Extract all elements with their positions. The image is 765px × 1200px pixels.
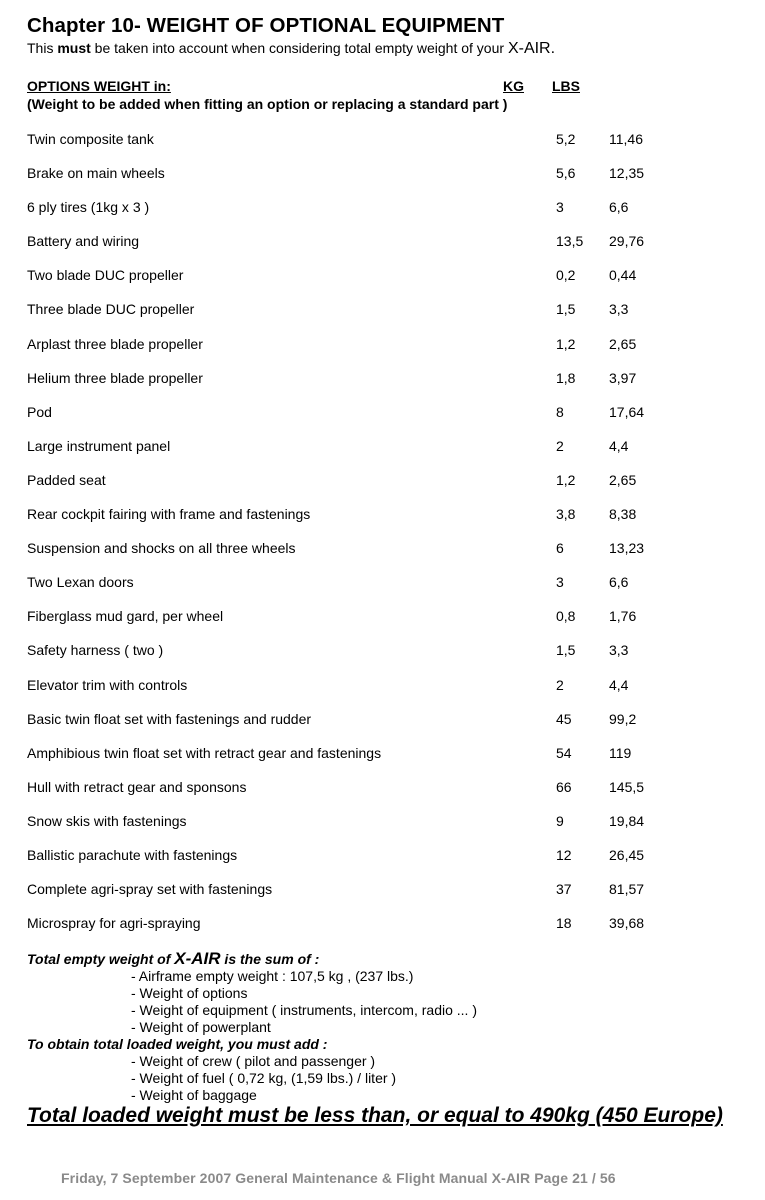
option-kg: 0,2 <box>556 267 576 284</box>
option-kg: 37 <box>556 881 572 898</box>
option-kg: 66 <box>556 778 572 795</box>
option-kg: 2 <box>556 437 564 454</box>
option-kg: 5,6 <box>556 165 576 182</box>
options-table <box>0 122 765 940</box>
option-kg: 3 <box>556 199 564 216</box>
option-kg: 6 <box>556 540 564 557</box>
option-kg: 9 <box>556 812 564 829</box>
option-lbs: 6,6 <box>609 574 629 591</box>
option-name: Helium three blade propeller <box>27 369 203 386</box>
option-lbs: 19,84 <box>609 812 645 829</box>
option-kg: 1,2 <box>556 335 576 352</box>
page-footer: Friday, 7 September 2007 General Maintenance & Flight Manual X-AIR Page 21 / 56 <box>61 1170 616 1186</box>
options-heading-lbs: LBS <box>552 78 580 94</box>
option-row <box>0 292 765 326</box>
option-row <box>0 122 765 156</box>
loaded-weight-item: - Weight of baggage <box>131 1087 257 1103</box>
loaded-weight-heading: To obtain total loaded weight, you must add : <box>27 1036 328 1052</box>
empty-weight-item: - Weight of powerplant <box>131 1019 271 1035</box>
option-kg: 3 <box>556 574 564 591</box>
option-row <box>0 838 765 872</box>
option-lbs: 39,68 <box>609 915 645 932</box>
option-row <box>0 258 765 292</box>
option-row <box>0 497 765 531</box>
option-name: 6 ply tires (1kg x 3 ) <box>27 199 150 216</box>
option-lbs: 17,64 <box>609 403 645 420</box>
option-row <box>0 565 765 599</box>
option-name: Two blade DUC propeller <box>27 267 184 284</box>
option-lbs: 12,35 <box>609 165 645 182</box>
option-kg: 1,5 <box>556 642 576 659</box>
option-kg: 54 <box>556 744 572 761</box>
option-lbs: 29,76 <box>609 233 645 250</box>
loaded-weight-item: - Weight of fuel ( 0,72 kg, (1,59 lbs.) / liter ) <box>131 1070 397 1086</box>
option-lbs: 13,23 <box>609 540 645 557</box>
option-name: Microspray for agri-spraying <box>27 915 201 932</box>
option-name: Basic twin float set with fastenings and rudder <box>27 710 312 727</box>
option-lbs: 26,45 <box>609 846 645 863</box>
option-name: Pod <box>27 403 52 420</box>
empty-weight-item: - Weight of options <box>131 985 248 1001</box>
empty-weight-item: - Weight of equipment ( instruments, intercom, radio ... ) <box>131 1002 477 1018</box>
option-kg: 1,5 <box>556 301 576 318</box>
empty-head-brand: X-AIR <box>174 949 221 968</box>
option-name: Battery and wiring <box>27 233 140 250</box>
option-lbs: 99,2 <box>609 710 637 727</box>
option-name: Snow skis with fastenings <box>27 812 187 829</box>
empty-weight-heading <box>27 950 477 968</box>
option-row <box>0 429 765 463</box>
option-lbs: 81,57 <box>609 881 645 898</box>
option-kg: 8 <box>556 403 564 420</box>
option-name: Fiberglass mud gard, per wheel <box>27 608 224 625</box>
option-name: Two Lexan doors <box>27 574 134 591</box>
option-lbs: 11,46 <box>609 131 643 147</box>
option-kg: 18 <box>556 915 572 932</box>
option-row <box>0 190 765 224</box>
option-row <box>0 872 765 906</box>
option-row <box>0 327 765 361</box>
option-row <box>0 361 765 395</box>
chapter-title: Chapter 10- WEIGHT OF OPTIONAL EQUIPMENT <box>27 14 505 37</box>
empty-head-before: Total empty weight of <box>27 951 175 967</box>
option-lbs: 6,6 <box>609 199 629 216</box>
option-row <box>0 633 765 667</box>
option-lbs: 3,97 <box>609 369 637 386</box>
option-name: Twin composite tank <box>27 131 154 147</box>
option-row <box>0 736 765 770</box>
intro-after: be taken into account when considering total empty weight of your <box>90 40 508 56</box>
options-heading-label: OPTIONS WEIGHT in: <box>27 78 171 94</box>
option-lbs: 8,38 <box>609 506 637 523</box>
option-row <box>0 395 765 429</box>
option-lbs: 0,44 <box>609 267 637 284</box>
option-row <box>0 906 765 940</box>
empty-head-after: is the sum of : <box>220 951 320 967</box>
option-kg: 0,8 <box>556 608 576 625</box>
option-lbs: 2,65 <box>609 335 637 352</box>
option-lbs: 145,5 <box>609 778 645 795</box>
option-row <box>0 770 765 804</box>
option-name: Rear cockpit fairing with frame and fastenings <box>27 506 311 523</box>
empty-weight-item: - Airframe empty weight : 107,5 kg , (237 lbs.) <box>131 968 414 984</box>
option-kg: 1,8 <box>556 369 576 386</box>
option-row <box>0 224 765 258</box>
option-row <box>0 156 765 190</box>
option-name: Safety harness ( two ) <box>27 642 164 659</box>
option-name: Padded seat <box>27 471 106 488</box>
loaded-weight-item: - Weight of crew ( pilot and passenger ) <box>131 1053 376 1069</box>
option-lbs: 4,4 <box>609 437 629 454</box>
option-name: Amphibious twin float set with retract gear and fastenings <box>27 744 382 761</box>
intro-emphasis: must <box>57 40 91 56</box>
option-row <box>0 599 765 633</box>
option-name: Arplast three blade propeller <box>27 335 203 352</box>
option-row <box>0 804 765 838</box>
option-kg: 5,2 <box>556 131 576 147</box>
option-lbs: 3,3 <box>609 301 629 318</box>
options-heading-kg: KG <box>503 78 524 94</box>
option-kg: 3,8 <box>556 506 576 523</box>
option-row <box>0 531 765 565</box>
option-row <box>0 702 765 736</box>
option-name: Elevator trim with controls <box>27 676 188 693</box>
option-name: Hull with retract gear and sponsons <box>27 778 247 795</box>
option-name: Three blade DUC propeller <box>27 301 195 318</box>
option-lbs: 1,76 <box>609 608 637 625</box>
option-lbs: 3,3 <box>609 642 629 659</box>
option-lbs: 2,65 <box>609 471 637 488</box>
option-row <box>0 463 765 497</box>
option-name: Suspension and shocks on all three wheels <box>27 540 296 557</box>
intro-text <box>27 40 555 58</box>
option-name: Ballistic parachute with fastenings <box>27 846 238 863</box>
option-kg: 1,2 <box>556 471 576 488</box>
option-name: Large instrument panel <box>27 437 171 454</box>
weight-summary <box>27 950 477 1104</box>
option-kg: 13,5 <box>556 233 584 250</box>
options-subheading: (Weight to be added when fitting an option or replacing a standard part ) <box>27 96 508 112</box>
intro-before: This <box>27 40 58 56</box>
option-kg: 12 <box>556 846 572 863</box>
option-kg: 2 <box>556 676 564 693</box>
max-weight-statement: Total loaded weight must be less than, or equal to 490kg (450 Europe) <box>27 1104 723 1127</box>
option-lbs: 4,4 <box>609 676 629 693</box>
option-kg: 45 <box>556 710 572 727</box>
option-row <box>0 668 765 702</box>
intro-brand: X-AIR. <box>507 40 556 57</box>
option-name: Brake on main wheels <box>27 165 165 182</box>
option-name: Complete agri-spray set with fastenings <box>27 881 273 898</box>
option-lbs: 119 <box>609 744 632 761</box>
